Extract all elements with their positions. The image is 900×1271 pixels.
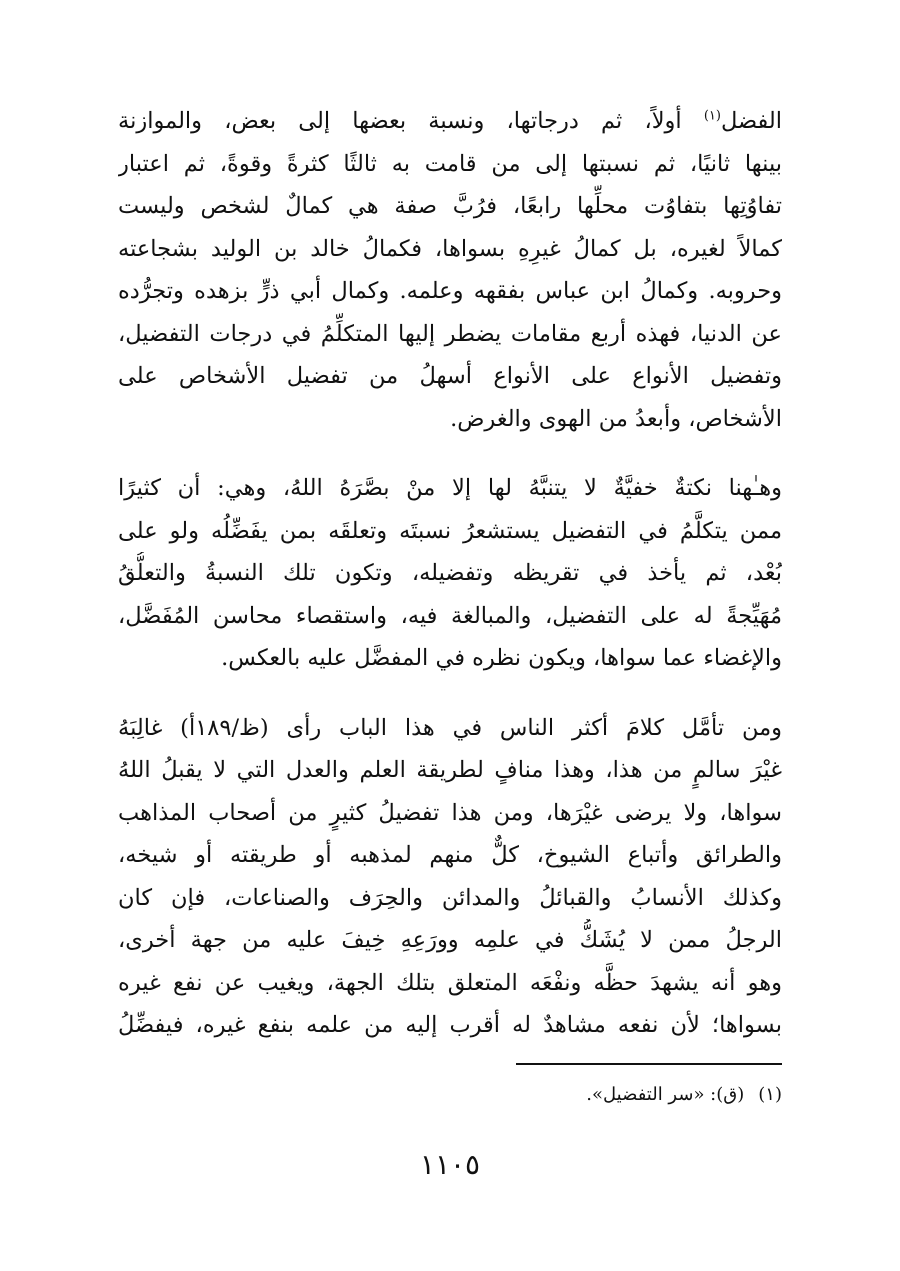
- page-body: [118, 100, 782, 1047]
- paragraph-3-line-1: ومن تأمَّل كلامَ أكثر الناس في هذا الباب رأى (ظ/١٨٩أ) غالِبَهُ: [118, 714, 782, 741]
- paragraph-3-line-8: بسواها؛ لأن نفعه مشاهدٌ له أقرب إليه من علمه بنفع غيره، فيفضِّلُ: [118, 1012, 782, 1038]
- paragraph-3-line-4: والطرائق وأتباع الشيوخ، كلٌّ منهم لمذهبه أو طريقته أو شيخه،: [118, 842, 782, 868]
- footnote-reference[interactable]: (١): [703, 108, 721, 124]
- paragraph-2-line-5: والإغضاء عما سواها، ويكون نظره في المفضَّل عليه بالعكس.: [221, 645, 782, 671]
- footnote-divider: [516, 1063, 782, 1065]
- paragraph-1-line-4: كمالاً لغيره، بل كمالُ غيرِهِ بسواها، فكمالُ خالد بن الوليد بشجاعته: [118, 235, 782, 262]
- paragraph-3-line-2: غيْرَ سالمٍ من هذا، وهذا منافٍ لطريقة العلم والعدل التي لا يقبلُ اللهُ: [118, 757, 782, 783]
- paragraph-3-line-5: وكذلك الأنسابُ والقبائلُ والمدائن والحِرَف والصناعات، فإن كان: [118, 884, 782, 911]
- paragraph-3-line-7: وهو أنه يشهدَ حظَّه ونفْعَه المتعلق بتلك الجهة، ويغيب عن نفع غيره: [118, 969, 782, 996]
- paragraph-3-line-3: سواها، ولا يرضى غيْرَها، ومن هذا تفضيلُ كثيرٍ من أصحاب المذاهب: [118, 799, 782, 826]
- paragraph-2-line-1: وهـٰهنا نكتةٌ خفيَّةٌ لا يتنبَّهُ لها إلا منْ بصَّرَهُ اللهُ، وهي: أن كثيرًا: [118, 475, 782, 501]
- paragraph-1: [118, 100, 782, 440]
- paragraph-1-line-7: وتفضيل الأنواع على الأنواع أسهلُ من تفضيل الأشخاص على: [118, 363, 782, 389]
- paragraph-1-line-3: تفاوُتِها بتفاوُت محلِّها رابعًا، فرُبَّ صفة هي كمالٌ لشخص وليست: [118, 193, 782, 219]
- paragraph-1-first-word: الفضل: [720, 108, 782, 134]
- paragraph-1-line-6: عن الدنيا، فهذه أربع مقامات يضطر إليها المتكلِّمُ في درجات التفضيل،: [118, 320, 782, 347]
- paragraph-2-line-4: مُهَيِّجةً له على التفضيل، والمبالغة فيه، واستقصاء محاسن المُفَضَّل،: [118, 602, 782, 629]
- paragraph-2: [118, 467, 782, 680]
- paragraph-3-line-6: الرجلُ ممن لا يُشَكُّ في علمِه وورَعِهِ خِيفَ عليه من جهة أخرى،: [118, 927, 782, 953]
- paragraph-1-line-2: بينها ثانيًا، ثم نسبتها إلى من قامت به ثالثًا كثرةً وقوةً، ثم اعتبار: [118, 150, 782, 177]
- paragraph-1-line-5: وحروبه. وكمالُ ابن عباس بفقهه وعلمه. وكمال أبي ذرٍّ بزهده وتجرُّده: [118, 278, 782, 304]
- paragraph-1-line-1: الفضل$^{(١)}$ أولاً، ثم درجاتها، ونسبة بعضها إلى بعض، والموازنة: [118, 108, 782, 134]
- footnote: [118, 1080, 782, 1110]
- footnote-number: (١): [758, 1084, 782, 1105]
- paragraph-2-line-2: ممن يتكلَّمُ في التفضيل يستشعرُ نسبتَه وتعلقَه بمن يفَضِّلُه ولو على: [118, 517, 782, 544]
- paragraph-gap: [118, 440, 782, 467]
- paragraph-1-line-8: الأشخاص، وأبعدُ من الهوى والغرض.: [450, 405, 782, 432]
- paragraph-gap: [118, 680, 782, 707]
- paragraph-3: [118, 707, 782, 1047]
- footnote-text: (ق): «سر التفضيل».: [586, 1084, 745, 1105]
- paragraph-2-line-3: بُعْد، ثم يأخذ في تقريظه وتفضيله، وتكون تلك النسبةُ والتعلُّقُ: [118, 560, 782, 586]
- page-number: ١١٠٥: [419, 1148, 481, 1181]
